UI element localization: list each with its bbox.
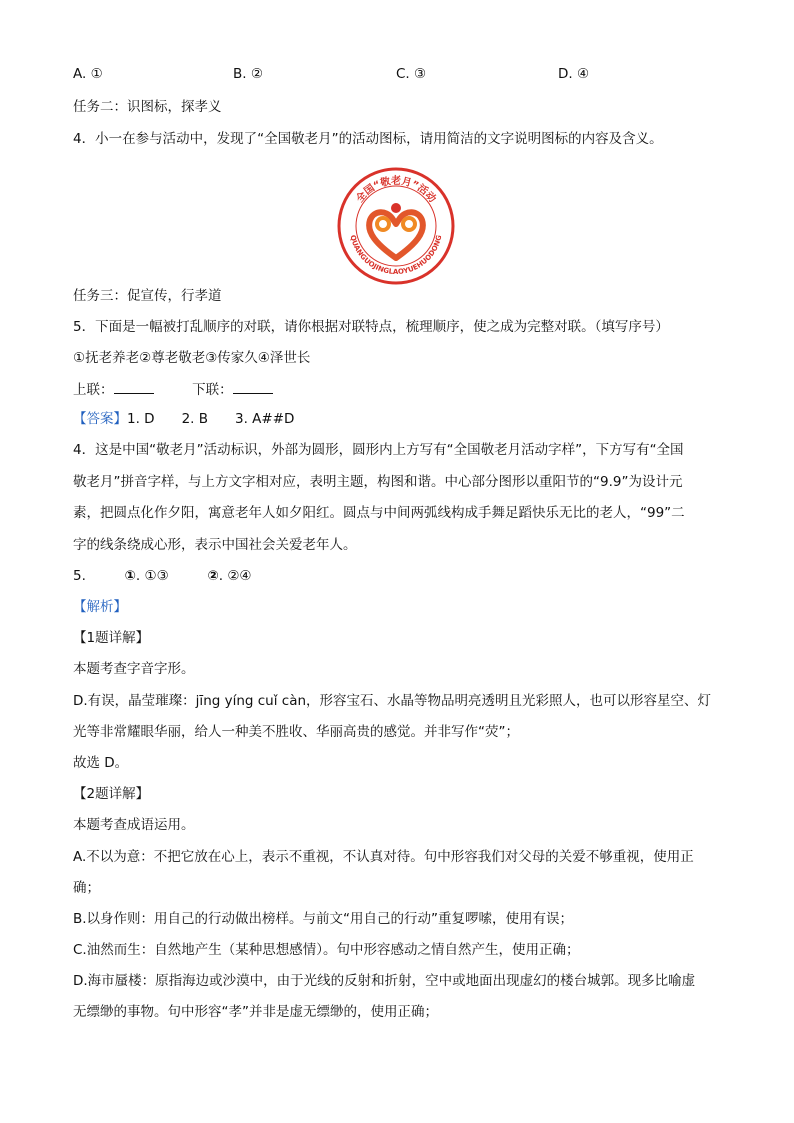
answer-5-part2-mark: ② <box>207 568 219 584</box>
detail-1-label: 【1题详解】 <box>73 630 150 646</box>
answer-4-line-4: 字的线条绕成心形，表示中国社会关爱老年人。 <box>73 537 357 553</box>
option-b: B. ② <box>233 66 263 82</box>
option-d: D. ④ <box>558 66 590 82</box>
option-a: A. ① <box>73 66 103 82</box>
answer-row <box>73 409 294 429</box>
lower-couplet-label: 下联： <box>192 382 233 398</box>
detail-2-line-4: B.以身作则：用自己的行动做出榜样。与前文“用自己的行动”重复啰嗦，使用有误； <box>73 911 574 927</box>
question-5: 5．下面是一幅被打乱顺序的对联，请你根据对联特点，梳理顺序，使之成为完整对联。（填写序号） <box>73 319 669 335</box>
upper-couplet-blank <box>114 379 154 394</box>
logo-bottom-text: QUANGUOJINGLAOYUEHUODONG <box>348 234 444 277</box>
question-5-blanks <box>73 379 273 400</box>
answer-4-line-3: 素，把圆点化作夕阳，寓意老年人如夕阳红。圆点与中间两弧线构成手舞足蹈快乐无比的老人，“99”二 <box>73 505 685 521</box>
detail-1-line-2: D.有误，晶莹璀璨：jīng yíng cuǐ càn，形容宝石、水晶等物品明亮透明且光彩照人，也可以形容星空、灯 <box>73 693 712 709</box>
logo-graphic <box>336 166 456 286</box>
answer-5-part1-mark: ① <box>124 568 136 584</box>
question-4: 4．小一在参与活动中，发现了“全国敬老月”的活动图标，请用简洁的文字说明图标的内容及含义。 <box>73 131 663 147</box>
answer-5-row <box>73 566 252 586</box>
analysis-label: 【解析】 <box>73 599 127 615</box>
upper-couplet-label: 上联： <box>73 382 114 398</box>
answer-5-part2: . ②④ <box>218 568 252 584</box>
answer-label: 【答案】 <box>73 411 127 427</box>
answer-4-line-1: 4．这是中国“敬老月”活动标识，外部为圆形，圆形内上方写有“全国敬老月活动字样”，下方写有“全国 <box>73 442 684 458</box>
detail-2-line-6: D.海市蜃楼：原指海边或沙漠中，由于光线的反射和折射，空中或地面出现虚幻的楼台城郭。现多比喻虚 <box>73 973 696 989</box>
detail-2-line-1: 本题考查成语运用。 <box>73 817 195 833</box>
detail-2-label: 【2题详解】 <box>73 786 150 802</box>
lower-couplet-blank <box>233 379 273 394</box>
logo-top-text: 全国“敬老月”活动 <box>354 176 438 205</box>
detail-1-line-4: 故选 D。 <box>73 755 129 771</box>
answer-5-part1: . ①③ <box>135 568 169 584</box>
detail-1-line-3: 光等非常耀眼华丽，给人一种美不胜收、华丽高贵的感觉。并非写作“荧”； <box>73 724 519 740</box>
task3-heading: 任务三：促宣传，行孝道 <box>73 288 222 304</box>
detail-2-line-7: 无缥缈的事物。句中形容“孝”并非是虚无缥缈的，使用正确； <box>73 1004 438 1020</box>
task2-heading: 任务二：识图标，探孝义 <box>73 99 222 115</box>
detail-2-line-5: C.油然而生：自然地产生（某种思想感情）。句中形容感动之情自然产生，使用正确； <box>73 942 580 958</box>
detail-2-line-2: A.不以为意：不把它放在心上，表示不重视，不认真对待。句中形容我们对父母的关爱不够重视，使用正 <box>73 849 694 865</box>
answer-text: 1. D 2. B 3. A##D <box>127 411 295 427</box>
option-c: C. ③ <box>396 66 427 82</box>
detail-1-line-1: 本题考查字音字形。 <box>73 661 195 677</box>
answer-5-number: 5. <box>73 568 86 584</box>
question-5-items: ①抚老养老②尊老敬老③传家久④泽世长 <box>73 350 311 366</box>
jinglaoyue-logo <box>336 166 456 286</box>
detail-2-line-3: 确； <box>73 880 100 896</box>
answer-4-line-2: 敬老月”拼音字样，与上方文字相对应，表明主题，构图和谐。中心部分图形以重阳节的“9.9”为设计元 <box>73 474 683 490</box>
